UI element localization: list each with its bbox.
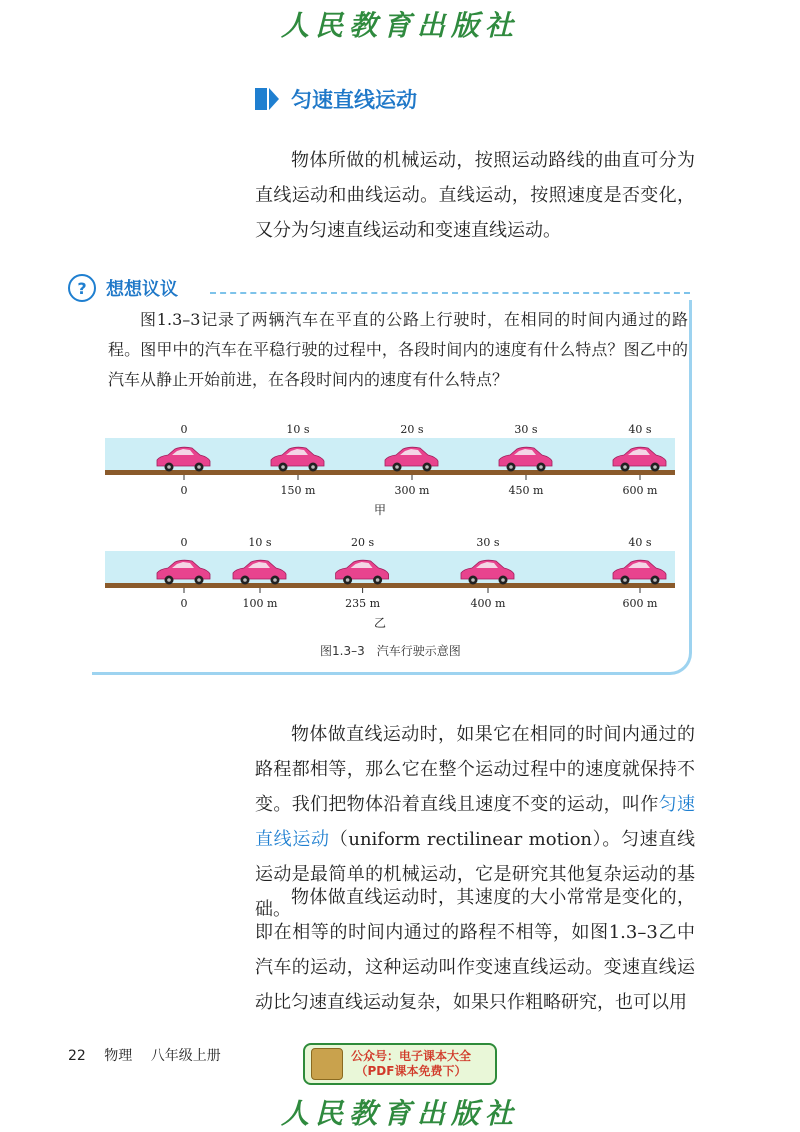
car-hub xyxy=(653,465,657,469)
car-motion-figure xyxy=(100,420,690,635)
car-hub xyxy=(346,578,350,582)
intro-paragraph: 物体所做的机械运动，按照运动路线的曲直可分为直线运动和曲线运动。直线运动，按照速度是否变化，又分为匀速直线运动和变速直线运动。 xyxy=(255,150,695,241)
distance-label: 600 m xyxy=(622,484,658,497)
section-heading xyxy=(255,84,417,114)
car-hub xyxy=(311,465,315,469)
car-hub xyxy=(623,578,627,582)
figure-caption: 图1.3–3 汽车行驶示意图 xyxy=(320,644,461,658)
distance-label: 235 m xyxy=(345,597,381,610)
car-hub xyxy=(376,578,380,582)
time-label: 0 xyxy=(180,423,188,436)
car-hub xyxy=(167,578,171,582)
footer-subject: 物理 xyxy=(104,1048,133,1064)
car-hub xyxy=(623,465,627,469)
time-label: 30 s xyxy=(476,536,500,549)
time-label: 40 s xyxy=(628,536,652,549)
time-label: 20 s xyxy=(400,423,424,436)
car-hub xyxy=(167,465,171,469)
uniform-motion-text-a: 物体做直线运动时，如果它在相同的时间内通过的路程都相等，那么它在整个运动过程中的速度就保持不变。我们把物体沿着直线且速度不变的运动，叫作 xyxy=(255,724,695,815)
distance-label: 300 m xyxy=(394,484,430,497)
road xyxy=(105,470,675,475)
page-number: 22 xyxy=(68,1048,86,1064)
watermark-badge xyxy=(303,1043,497,1085)
figure-panel-jia xyxy=(105,423,675,517)
badge-line1: 公众号：电子课本大全 xyxy=(351,1049,472,1063)
distance-label: 400 m xyxy=(470,597,506,610)
think-discuss-question: 图1.3–3记录了两辆汽车在平直的公路上行驶时，在相同的时间内通过的路程。图甲中的汽车在平稳行驶的过程中，各段时间内的速度有什么特点？图乙中的汽车从静止开始前进，在各段时间内的速度有什么特点？ xyxy=(108,310,688,389)
section-marker-icon xyxy=(255,88,267,110)
car-hub xyxy=(425,465,429,469)
car-hub xyxy=(471,578,475,582)
body-paragraph-variable: 物体做直线运动时，其速度的大小常常是变化的，即在相等的时间内通过的路程不相等，如图1.3–3乙中汽车的运动，这种运动叫作变速直线运动。变速直线运动比匀速直线运动复杂，如果只作粗略研究，也可以用 xyxy=(255,887,695,1013)
publisher-logo-top: 人民教育出版社 xyxy=(280,9,519,42)
car-hub xyxy=(539,465,543,469)
badge-text xyxy=(351,1049,471,1079)
footer-grade: 八年级上册 xyxy=(150,1048,221,1064)
time-label: 10 s xyxy=(286,423,310,436)
car-hub xyxy=(197,465,201,469)
distance-label: 100 m xyxy=(242,597,278,610)
time-label: 30 s xyxy=(514,423,538,436)
section-marker-arrow-icon xyxy=(269,88,279,110)
uniform-motion-term: 匀速直线运动 xyxy=(255,794,696,850)
think-discuss-label: 想想议议 xyxy=(106,279,178,300)
book-icon xyxy=(311,1048,343,1080)
distance-label: 0 xyxy=(180,597,188,610)
car-hub xyxy=(281,465,285,469)
header-dashed-divider xyxy=(210,292,690,294)
section-title: 匀速直线运动 xyxy=(291,88,417,112)
page-footer xyxy=(68,1045,235,1065)
car-hub xyxy=(653,578,657,582)
time-label: 10 s xyxy=(248,536,272,549)
car-hub xyxy=(197,578,201,582)
badge-line2: （PDF课本免费下） xyxy=(355,1064,467,1078)
time-label: 0 xyxy=(180,536,188,549)
panel-label: 甲 xyxy=(373,503,387,517)
car-hub xyxy=(243,578,247,582)
car-hub xyxy=(509,465,513,469)
panel-label: 乙 xyxy=(373,616,387,630)
car-hub xyxy=(273,578,277,582)
think-discuss-header xyxy=(68,274,178,302)
distance-label: 450 m xyxy=(508,484,544,497)
uniform-motion-text-b: （uniform rectilinear motion）。匀速直线运动是最简单的机械运动，它是研究其他复杂运动的基础。 xyxy=(255,829,696,920)
distance-label: 150 m xyxy=(280,484,316,497)
figure-panel-yi xyxy=(105,536,675,630)
road xyxy=(105,583,675,588)
distance-label: 0 xyxy=(180,484,188,497)
time-label: 40 s xyxy=(628,423,652,436)
car-hub xyxy=(395,465,399,469)
publisher-logo-bottom: 人民教育出版社 xyxy=(280,1097,519,1130)
think-discuss-icon: ? xyxy=(68,274,96,302)
time-label: 20 s xyxy=(351,536,375,549)
distance-label: 600 m xyxy=(622,597,658,610)
car-hub xyxy=(501,578,505,582)
